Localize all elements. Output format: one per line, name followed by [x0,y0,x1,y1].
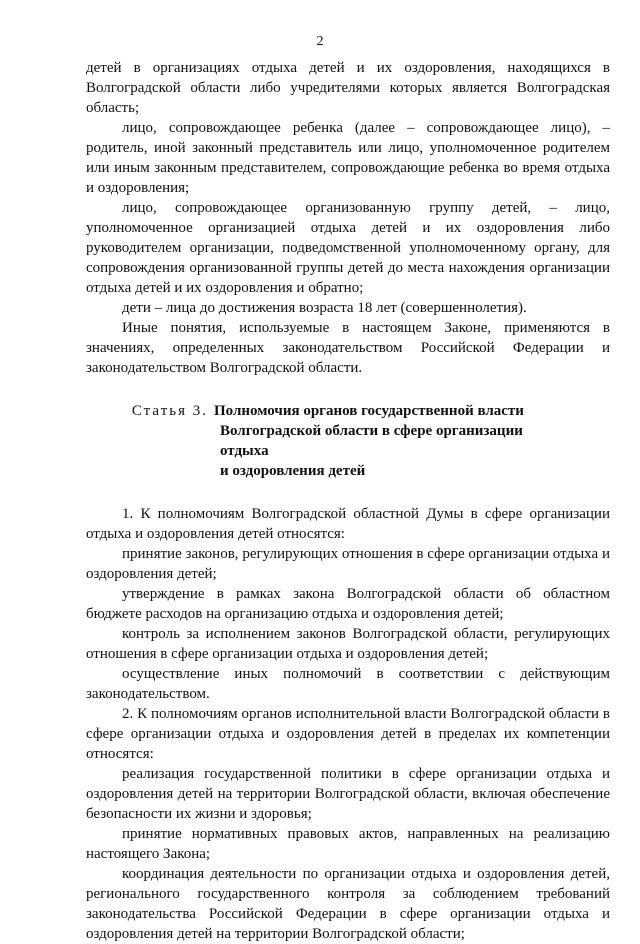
paragraph: детей в организациях отдыха детей и их оздоровления, находящихся в Волгоградской области либо учредителями которых является Волгоградская область; [86,60,610,116]
article-title-line: Волгоградской области в сфере организации отдыха [220,423,523,459]
page-number: 2 [316,34,324,49]
paragraph: Иные понятия, используемые в настоящем Законе, применяются в значениях, определенных законодательством Российской Федерации и законодательством Волгоградской области. [86,320,610,376]
paragraph: осуществление иных полномочий в соответствии с действующим законодательством. [86,666,610,702]
paragraph: 2. К полномочиям органов исполнительной власти Волгоградской области в сфере организации отдыха и оздоровления детей в пределах их компетенции относятся: [86,706,610,762]
paragraph: лицо, сопровождающее ребенка (далее – сопровождающее лицо), – родитель, иной законный представитель или лицо, уполномоченное родителем или иным законным представителем, сопровождающие ребенка во время отдыха и оздоровления; [86,120,610,196]
article-heading [86,401,610,481]
paragraph: лицо, сопровождающее организованную группу детей, – лицо, уполномоченное организацией отдыха детей и их оздоровления либо руководителем организации, подведомственной уполномоченному органу, для сопровождения организованной группы детей до места нахождения организации отдыха детей и их оздоровления и обратно; [86,200,610,296]
paragraph: принятие законов, регулирующих отношения в сфере организации отдыха и оздоровления детей; [86,546,610,582]
document-body [86,58,610,944]
paragraph: дети – лица до достижения возраста 18 лет (совершеннолетия). [122,300,527,316]
article-title-line: Полномочия органов государственной власти [214,403,524,419]
paragraph: реализация государственной политики в сфере организации отдыха и оздоровления детей на территории Волгоградской области, включая обеспечение безопасности их жизни и здоровья; [86,766,610,822]
paragraph: координация деятельности по организации отдыха и оздоровления детей, регионального государственного контроля за соблюдением требований законодательства Российской Федерации в сфере организации отдыха и оздоровления детей на территории Волгоградской области; [86,866,610,942]
paragraph: 1. К полномочиям Волгоградской областной Думы в сфере организации отдыха и оздоровления детей относятся: [86,506,610,542]
paragraph: контроль за исполнением законов Волгоградской области, регулирующих отношения в сфере организации отдыха и оздоровления детей; [86,626,610,662]
article-title [214,401,544,481]
article-title-line: и оздоровления детей [220,463,366,479]
article-label: Статья 3. [131,403,208,419]
paragraph: утверждение в рамках закона Волгоградской области об областном бюджете расходов на организацию отдыха и оздоровления детей; [86,586,610,622]
paragraph: принятие нормативных правовых актов, направленных на реализацию настоящего Закона; [86,826,610,862]
